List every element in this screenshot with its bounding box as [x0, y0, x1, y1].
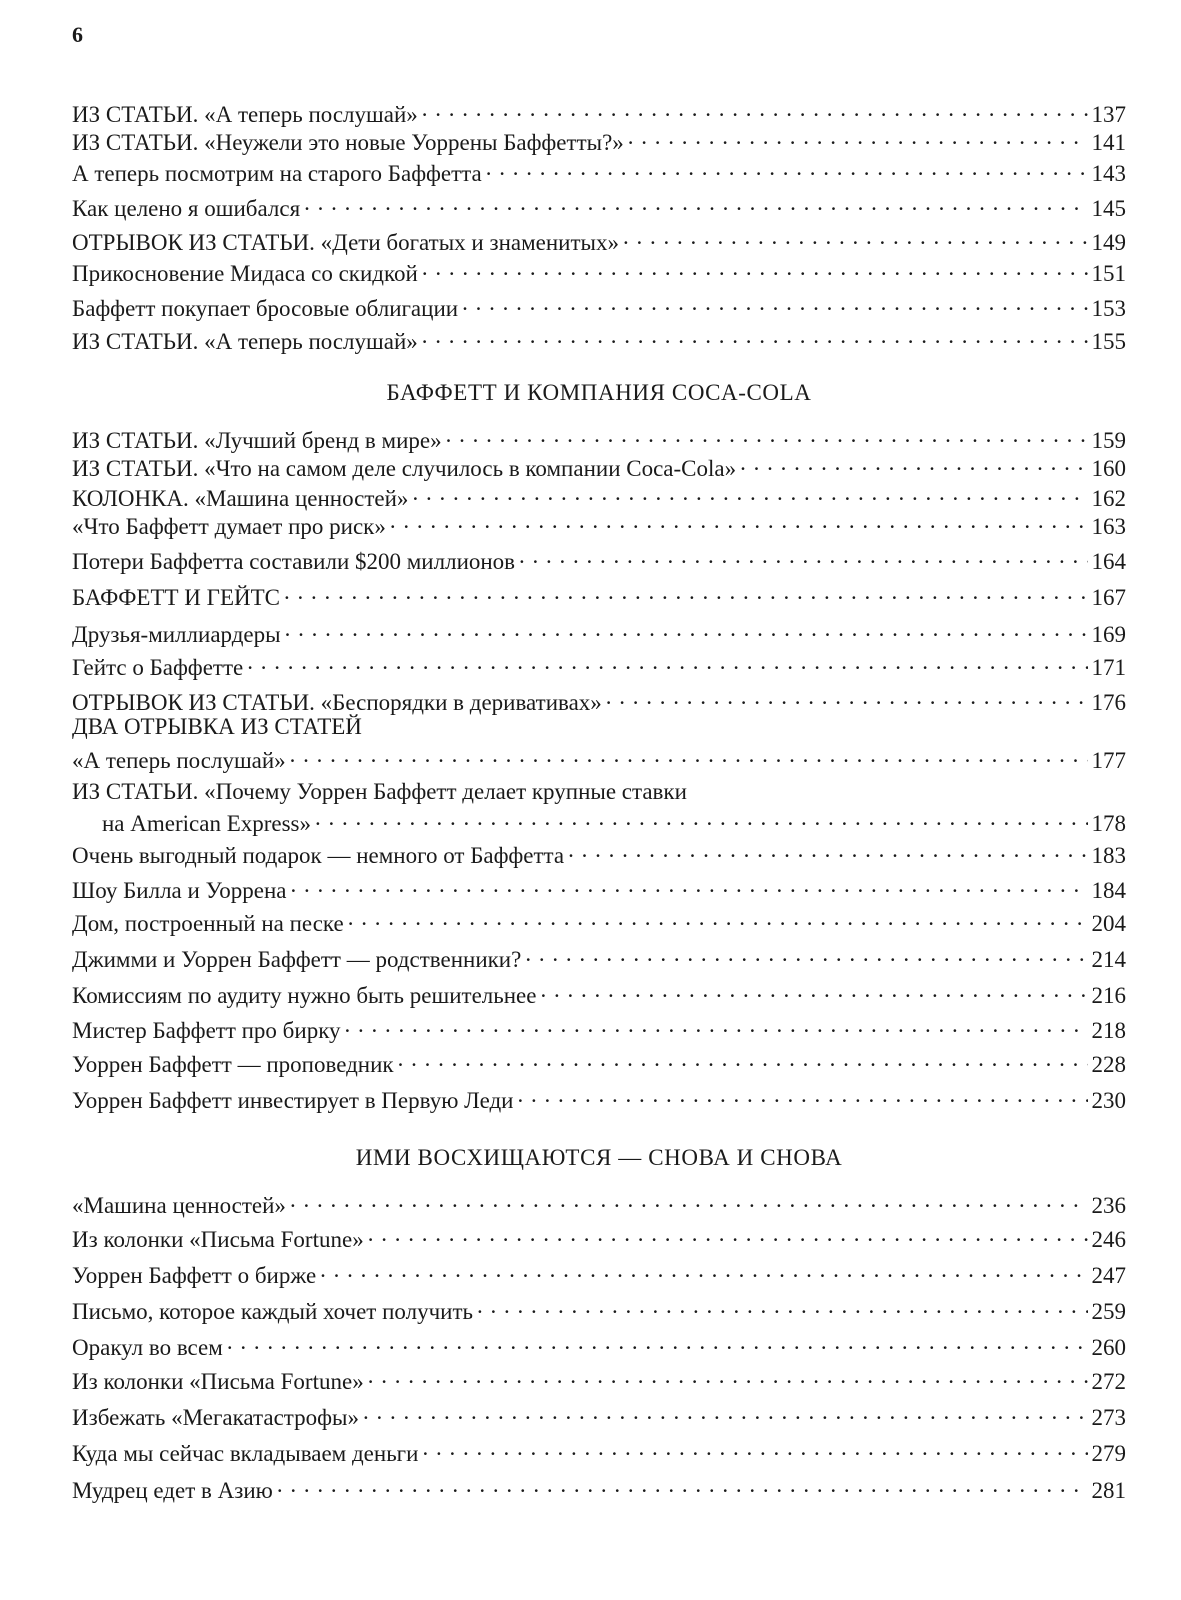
dot-leader — [486, 155, 1088, 181]
toc-entry-page: 178 — [1091, 811, 1126, 836]
toc-entry-title: Друзья-миллиардеры — [72, 622, 281, 647]
toc-entry-page: 137 — [1091, 102, 1126, 127]
dot-leader — [568, 837, 1087, 863]
toc-entry-heading-line — [72, 714, 1126, 740]
toc-entry — [72, 155, 1126, 187]
toc-entry — [72, 1187, 1126, 1219]
toc-entry-title: Мистер Баффетт про бирку — [72, 1018, 341, 1043]
toc-entry-page: 145 — [1091, 196, 1126, 221]
toc-entry-page: 164 — [1091, 549, 1126, 574]
toc-entry-title: Гейтс о Баффетте — [72, 655, 244, 680]
toc-entry-page: 151 — [1091, 261, 1126, 286]
toc-entry-page: 141 — [1091, 130, 1126, 155]
dot-leader — [623, 224, 1088, 250]
section-heading: БАФФЕТТ И КОМПАНИЯ COCA-COLA — [386, 380, 812, 405]
toc-entry-title: Шоу Билла и Уоррена — [72, 878, 287, 903]
toc-entry — [72, 616, 1126, 648]
toc-entry-title: Из колонки «Письма Fortune» — [72, 1369, 364, 1394]
toc-entry — [72, 1363, 1126, 1395]
toc-entry-title: Комиссиям по аудиту нужно быть решительнее — [72, 983, 537, 1008]
toc-entry-page: 160 — [1091, 456, 1126, 481]
dot-leader — [740, 450, 1087, 476]
toc-entry-title: Уоррен Баффетт о бирже — [72, 1263, 317, 1288]
toc-entry-page: 177 — [1091, 748, 1126, 773]
toc-entry-page: 171 — [1091, 655, 1126, 680]
toc-entry-page: 169 — [1091, 622, 1126, 647]
toc-entry-title: ИЗ СТАТЬИ. «Почему Уоррен Баффетт делает крупные ставки — [72, 779, 687, 804]
toc-entry-page: 247 — [1091, 1263, 1126, 1288]
dot-leader — [363, 1399, 1088, 1425]
toc-entry-title: А теперь посмотрим на старого Баффетта — [72, 161, 482, 186]
toc-entry-page: 184 — [1091, 878, 1126, 903]
toc-entry-title: ИЗ СТАТЬИ. «А теперь послушай» — [72, 102, 418, 127]
toc-entry-title: БАФФЕТТ И ГЕЙТС — [72, 585, 281, 610]
dot-leader — [525, 941, 1087, 967]
toc-entry — [72, 905, 1126, 937]
dot-leader — [477, 1293, 1087, 1319]
toc-entry-heading-line — [72, 779, 1126, 805]
toc-entry-title: ИЗ СТАТЬИ. «Что на самом деле случилось в компании Coca-Cola» — [72, 456, 737, 481]
toc-entry — [72, 290, 1126, 322]
toc-entry-title: ДВА ОТРЫВКА ИЗ СТАТЕЙ — [72, 714, 362, 739]
toc-entry-title: «Что Баффетт думает про риск» — [72, 514, 386, 539]
dot-leader — [606, 684, 1088, 710]
toc-entry — [72, 805, 1126, 837]
toc-entry-page: 218 — [1091, 1018, 1126, 1043]
dot-leader — [315, 805, 1087, 831]
toc-entry-title: Баффетт покупает бросовые облигации — [72, 296, 459, 321]
toc-entry — [72, 579, 1126, 611]
toc-entry-page: 149 — [1091, 230, 1126, 255]
toc-entry — [72, 1472, 1126, 1504]
toc-entry — [72, 837, 1126, 869]
toc-entry — [72, 124, 1126, 156]
toc-entry-title: Мудрец едет в Азию — [72, 1478, 273, 1503]
toc-entry-title: «Машина ценностей» — [72, 1193, 286, 1218]
toc-entry-title: ОТРЫВОК ИЗ СТАТЬИ. «Дети богатых и знаменитых» — [72, 230, 619, 255]
toc-entry-page: 143 — [1091, 161, 1126, 186]
toc-entry — [72, 1399, 1126, 1431]
toc-entry-page: 163 — [1091, 514, 1126, 539]
dot-leader — [247, 649, 1087, 675]
toc-entry-page: 159 — [1091, 428, 1126, 453]
dot-leader — [519, 543, 1087, 569]
dot-leader — [290, 872, 1087, 898]
dot-leader — [422, 323, 1088, 349]
toc-entry-page: 260 — [1091, 1335, 1126, 1360]
toc-entry-page: 230 — [1091, 1088, 1126, 1113]
dot-leader — [422, 1435, 1087, 1461]
toc-entry-page: 228 — [1091, 1052, 1126, 1077]
toc-entry-page: 153 — [1091, 296, 1126, 321]
toc-entry-title: Письмо, которое каждый хочет получить — [72, 1299, 474, 1324]
toc-entry-title: Прикосновение Мидаса со скидкой — [72, 261, 418, 286]
toc-entry — [72, 941, 1126, 973]
toc-entry-title: Уоррен Баффетт — проповедник — [72, 1052, 394, 1077]
toc-entry — [72, 649, 1126, 681]
dot-leader — [446, 422, 1088, 448]
page-number: 6 — [72, 22, 84, 47]
toc-entry — [72, 1082, 1126, 1114]
toc-entry-page: 155 — [1091, 329, 1126, 354]
toc-entry — [72, 742, 1126, 774]
toc-entry-page: 281 — [1091, 1478, 1126, 1503]
toc-entry-page: 236 — [1091, 1193, 1126, 1218]
toc-entry — [72, 1329, 1126, 1361]
toc-entry-title: Уоррен Баффетт инвестирует в Первую Леди — [72, 1088, 514, 1113]
toc-entry-page: 183 — [1091, 843, 1126, 868]
dot-leader — [368, 1363, 1088, 1389]
toc-entry — [72, 543, 1126, 575]
toc-entry — [72, 684, 1126, 716]
dot-leader — [422, 96, 1088, 122]
toc-entry — [72, 1012, 1126, 1044]
dot-leader — [518, 1082, 1088, 1108]
toc-entry-page: 273 — [1091, 1405, 1126, 1430]
toc-entry — [72, 1046, 1126, 1078]
toc-entry — [72, 1293, 1126, 1325]
dot-leader — [390, 508, 1088, 534]
toc-entry-page: 214 — [1091, 947, 1126, 972]
dot-leader — [285, 616, 1088, 642]
dot-leader — [277, 1472, 1088, 1498]
toc-entry — [72, 872, 1126, 904]
toc-entry-title: ИЗ СТАТЬИ. «Лучший бренд в мире» — [72, 428, 442, 453]
toc-entry-page: 162 — [1091, 486, 1126, 511]
toc-entry-title: Из колонки «Письма Fortune» — [72, 1227, 364, 1252]
toc-entry-title: Очень выгодный подарок — немного от Баффетта — [72, 843, 565, 868]
toc-entry — [72, 508, 1126, 540]
toc-entry-title: Дом, построенный на песке — [72, 911, 344, 936]
dot-leader — [304, 190, 1087, 216]
dot-leader — [227, 1329, 1088, 1355]
toc-entry — [72, 190, 1126, 222]
toc-entry-title: «А теперь послушай» — [72, 748, 286, 773]
dot-leader — [320, 1257, 1087, 1283]
toc-entry-title: ОТРЫВОК ИЗ СТАТЬИ. «Беспорядки в деривативах» — [72, 690, 602, 715]
dot-leader — [290, 742, 1088, 768]
dot-leader — [540, 977, 1087, 1003]
toc-entry-page: 246 — [1091, 1227, 1126, 1252]
toc-entry-page: 176 — [1091, 690, 1126, 715]
dot-leader — [368, 1221, 1088, 1247]
toc-entry — [72, 1435, 1126, 1467]
toc-entry — [72, 977, 1126, 1009]
toc-entry-title: Оракул во всем — [72, 1335, 223, 1360]
dot-leader — [290, 1187, 1088, 1213]
toc-entry-title: на American Express» — [102, 811, 312, 836]
dot-leader — [462, 290, 1087, 316]
dot-leader — [422, 255, 1088, 281]
toc-entry-page: 216 — [1091, 983, 1126, 1008]
toc-entry — [72, 1257, 1126, 1289]
toc-entry — [72, 224, 1126, 256]
toc-entry-title: ИЗ СТАТЬИ. «Неужели это новые Уоррены Баффетты?» — [72, 130, 624, 155]
dot-leader — [412, 480, 1087, 506]
dot-leader — [284, 579, 1087, 605]
toc-entry-page: 272 — [1091, 1369, 1126, 1394]
toc-entry-title: ИЗ СТАТЬИ. «А теперь послушай» — [72, 329, 418, 354]
toc-entry — [72, 255, 1126, 287]
toc-entry — [72, 1221, 1126, 1253]
toc-entry — [72, 323, 1126, 355]
toc-entry — [72, 450, 1126, 482]
dot-leader — [398, 1046, 1088, 1072]
toc-entry-page: 259 — [1091, 1299, 1126, 1324]
dot-leader — [348, 905, 1088, 931]
toc-entry-title: Куда мы сейчас вкладываем деньги — [72, 1441, 419, 1466]
toc-entry-title: Избежать «Мегакатастрофы» — [72, 1405, 359, 1430]
toc-entry-title: Джимми и Уоррен Баффетт — родственники? — [72, 947, 522, 972]
toc-entry-page: 204 — [1091, 911, 1126, 936]
toc-entry-title: Потери Баффетта составили $200 миллионов — [72, 549, 516, 574]
dot-leader — [628, 124, 1088, 150]
section-heading: ИМИ ВОСХИЩАЮТСЯ — СНОВА И СНОВА — [355, 1145, 843, 1170]
toc-entry-page: 167 — [1091, 585, 1126, 610]
toc-entry-title: КОЛОНКА. «Машина ценностей» — [72, 486, 409, 511]
toc-entry-title: Как целено я ошибался — [72, 196, 301, 221]
dot-leader — [345, 1012, 1088, 1038]
toc-entry-page: 279 — [1091, 1441, 1126, 1466]
